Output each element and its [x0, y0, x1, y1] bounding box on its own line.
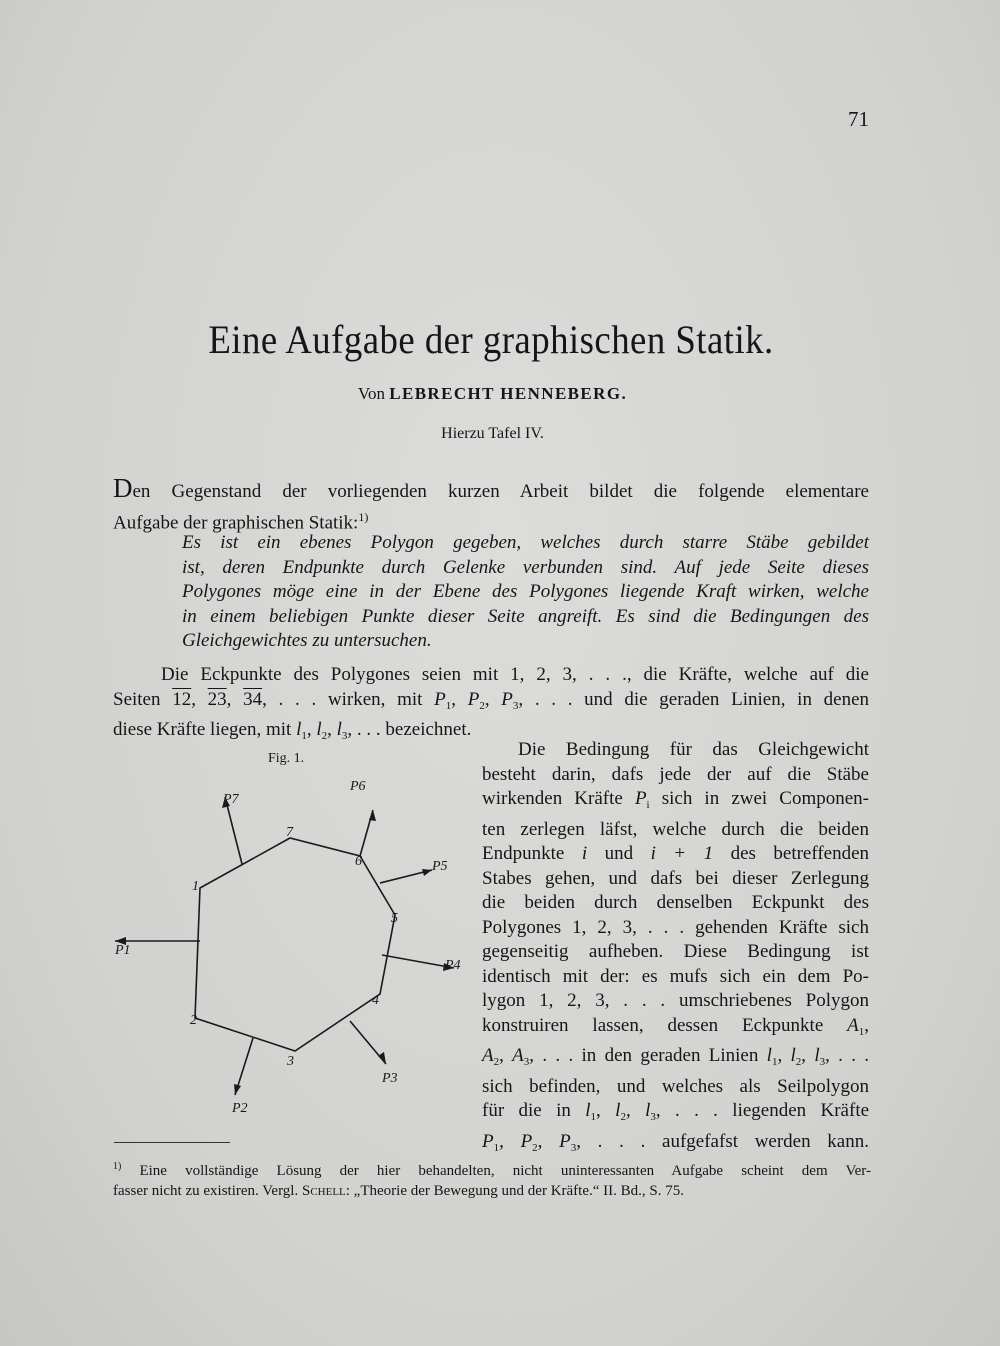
force-arrowhead: [369, 810, 376, 821]
vertex-label: 4: [372, 993, 379, 1008]
theorem-line: in einem beliebigen Punkte dieser Seite angreift. Es sind die Bedingungen des: [182, 605, 869, 627]
force-label: P1: [115, 943, 131, 958]
force-line: [382, 955, 454, 968]
condition-line: sich befinden, und welches als Seilpolygon: [482, 1075, 869, 1097]
condition-line: Polygones 1, 2, 3, . . . gehenden Kräfte sich: [482, 916, 869, 938]
footnote-rule: [114, 1142, 230, 1143]
condition-line: Die Bedingung für das Gleichgewicht: [518, 739, 869, 760]
intro-line-1: Den Gegenstand der vorliegenden kurzen Arbeit bildet die folgende elementare: [113, 473, 869, 503]
force-label: P5: [432, 859, 448, 874]
figure-caption: Fig. 1.: [268, 751, 305, 766]
side-34: 34: [243, 688, 263, 710]
force-arrowhead: [234, 1084, 241, 1095]
theorem-paragraph: [182, 531, 869, 654]
author-name: LEBRECHT HENNEBERG.: [389, 384, 628, 403]
force-arrowhead: [422, 869, 432, 876]
condition-line: gegenseitig aufheben. Diese Bedingung ist: [482, 941, 869, 962]
article-title: Eine Aufgabe der graphischen Statik.: [208, 317, 774, 362]
plate-note: Hierzu Tafel IV.: [441, 425, 544, 442]
intro-paragraph: [113, 473, 869, 535]
vertex-label: 7: [286, 825, 293, 840]
vertex-label: 2: [190, 1013, 197, 1028]
theorem-line: Polygones möge eine in der Ebene des Polygones liegende Kraft wirken, welche: [182, 581, 869, 602]
theorem-line: ist, deren Endpunkte durch Gelenke verbunden sind. Auf jede Seite dieses: [182, 556, 869, 578]
condition-line: die beiden durch denselben Eckpunkt des: [482, 892, 869, 913]
intro-line-2: Aufgabe der graphischen Statik:$^{1)}$: [113, 509, 369, 533]
theorem-line: Es ist ein ebenes Polygon gegeben, welches durch starre Stäbe gebildet: [182, 532, 869, 553]
notation-line-1: Die Eckpunkte des Polygones seien mit 1, 2, 3, . . ., die Kräfte, welche auf die: [161, 664, 869, 685]
notation-line-2: Seiten 12, 23, 34, . . . wirken, mit $P_1$, $P_2$, $P_3$, . . . und die geraden Linien, in denen: [113, 688, 870, 712]
force-label: P6: [350, 779, 366, 794]
condition-line: Endpunkte i und i + 1 des betreffenden: [482, 843, 870, 864]
condition-line: $A_2$, $A_3$, . . . in den geraden Linien $l_1$, $l_2$, $l_3$, . . .: [482, 1045, 870, 1068]
notation-line-3: diese Kräfte liegen, mit $l_1$, $l_2$, $l_3$, . . . bezeichnet.: [113, 719, 472, 742]
theorem-line: Gleichgewichtes zu untersuchen.: [182, 630, 432, 651]
condition-line: Stabes gehen, und dafs bei dieser Zerlegung: [482, 867, 869, 889]
condition-line: für die in $l_1$, $l_2$, $l_3$, . . . liegenden Kräfte: [482, 1100, 870, 1123]
footnote-marker: 1): [358, 509, 369, 524]
footnote-line: $^{1)}$ Eine vollständige Lösung der hier behandelten, nicht uninteressanten Aufgabe scheint dem Ver-: [113, 1161, 871, 1179]
condition-line: $P_1$, $P_2$, $P_3$, . . . aufgefafst werden kann.: [482, 1130, 869, 1154]
force-label: P4: [445, 958, 461, 973]
byline-prefix: Von: [357, 384, 385, 403]
condition-line: identisch mit der: es mufs sich ein dem Po-: [482, 965, 869, 987]
footnote: [113, 1157, 871, 1201]
condition-paragraph: [482, 738, 869, 1160]
page-number: 71: [848, 107, 869, 131]
drop-capital: D: [113, 473, 133, 503]
force-arrowhead: [378, 1052, 386, 1064]
vertex-label: 1: [192, 879, 199, 894]
force-line: [225, 797, 242, 864]
condition-line: konstruiren lassen, dessen Eckpunkte $A_1$,: [482, 1014, 869, 1038]
condition-line: besteht darin, dafs jede der auf die Stäbe: [482, 763, 869, 785]
side-23: 23: [207, 688, 227, 710]
condition-line: lygon 1, 2, 3, . . . umschriebenes Polygon: [482, 990, 869, 1011]
byline: [0, 384, 985, 404]
side-12: 12: [172, 688, 192, 710]
vertex-label: 3: [287, 1054, 294, 1069]
condition-line: wirkenden Kräfte $P_i$ sich in zwei Componen-: [482, 788, 870, 811]
condition-line: ten zerlegen läfst, welche durch die beiden: [482, 818, 869, 840]
footnote-line: fasser nicht zu existiren. Vergl. Schell: „Theorie der Bewegung und der Kräfte.“ II. Bd., S. 75.: [113, 1183, 684, 1199]
vertex-label: 6: [355, 854, 362, 869]
vertex-label: 5: [391, 911, 398, 926]
force-label: P3: [382, 1071, 398, 1086]
polygon-figure: [110, 770, 482, 1130]
notation-paragraph: [113, 663, 869, 749]
force-label: P7: [223, 792, 239, 807]
polygon-outline: [195, 838, 395, 1051]
force-label: P2: [232, 1101, 248, 1116]
